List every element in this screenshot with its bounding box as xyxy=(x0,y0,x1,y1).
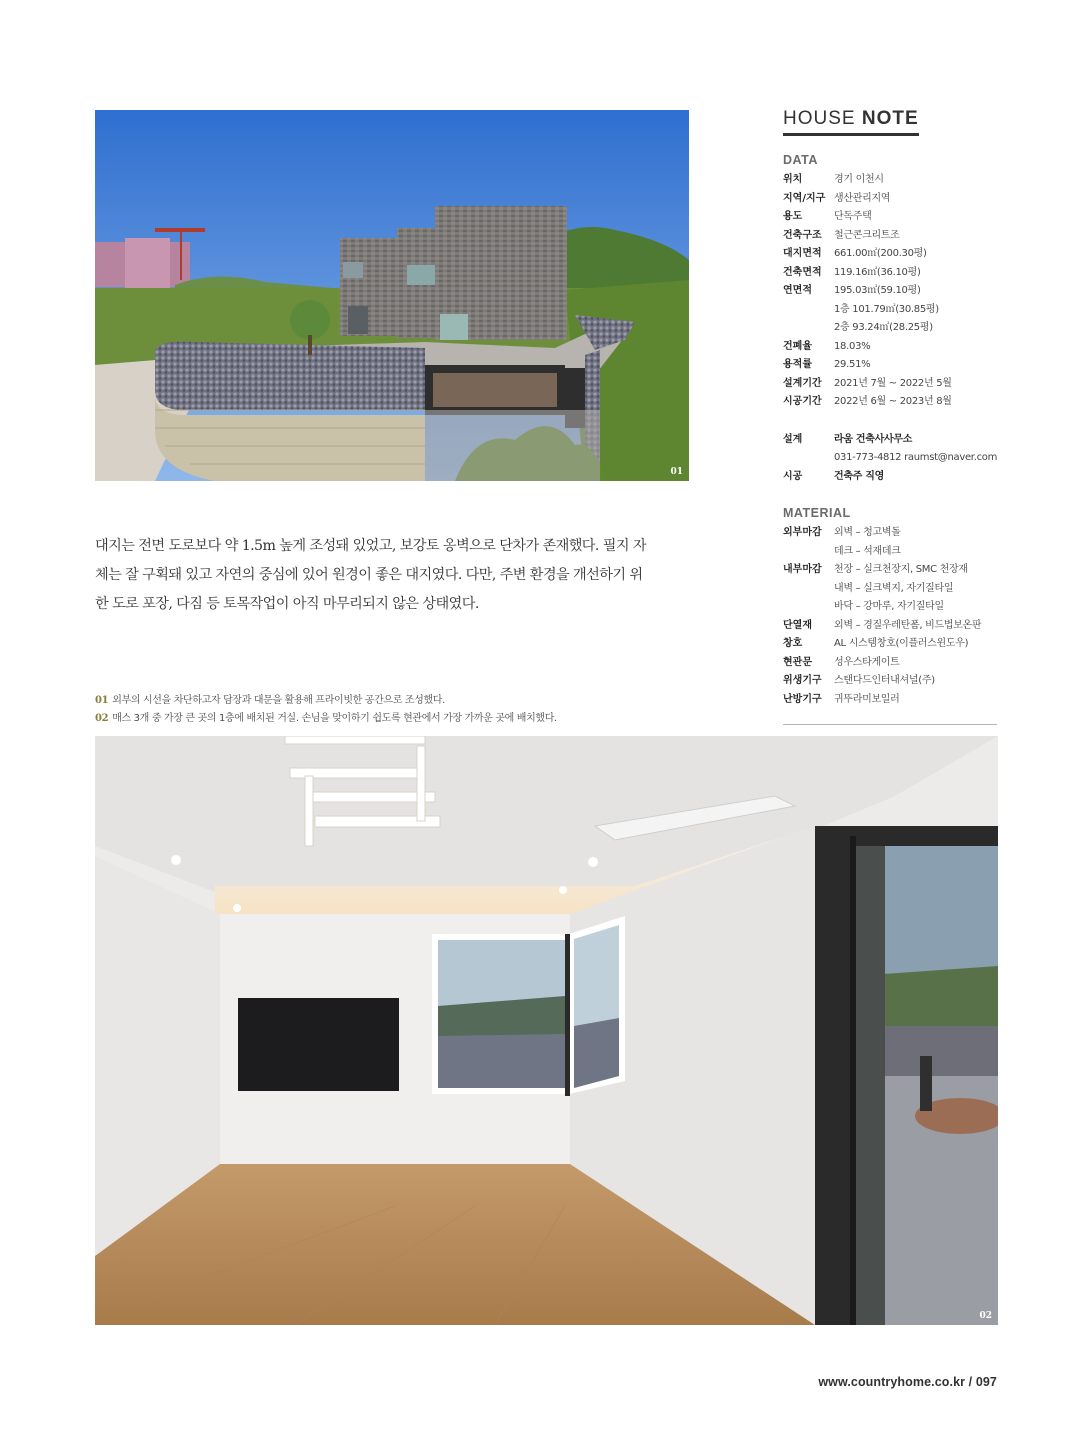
data-list xyxy=(783,171,997,412)
photo-01-exterior xyxy=(95,110,689,481)
note-label: 용적률 xyxy=(783,359,812,370)
note-row xyxy=(783,617,997,636)
note-row xyxy=(783,282,997,301)
note-value: 생산관리지역 xyxy=(834,192,891,204)
note-value: 2층 93.24㎡(28.25평) xyxy=(834,322,933,333)
note-value: 195.03㎡(59.10평) xyxy=(834,285,921,296)
note-value: 단독주택 xyxy=(834,211,872,222)
note-value: 2021년 7월 ~ 2022년 5월 xyxy=(834,377,952,389)
note-value: 661.00㎡(200.30평) xyxy=(834,248,927,259)
note-row xyxy=(783,245,997,264)
photo-captions xyxy=(95,692,557,728)
note-row xyxy=(783,672,997,691)
note-value: 라움 건축사사무소 xyxy=(834,433,913,445)
note-label: 지역/지구 xyxy=(783,192,826,204)
caption-01 xyxy=(95,692,557,710)
note-value: 내벽 – 실크벽지, 자기질타일 xyxy=(834,582,954,594)
caption-text: 매스 3개 중 가장 큰 곳의 1층에 배치된 거실. 손님을 맞이하기 쉽도록 현관에서 가장 가까운 곳에 배치했다. xyxy=(112,713,557,724)
note-row xyxy=(783,301,997,320)
note-row xyxy=(783,449,997,468)
note-label: 위치 xyxy=(783,174,803,185)
house-note xyxy=(783,108,997,709)
note-label xyxy=(783,319,834,338)
note-value: 18.03% xyxy=(834,340,871,352)
note-value: 외벽 – 경질우레탄폼, 비드법보온판 xyxy=(834,619,982,631)
note-row xyxy=(783,393,997,412)
exterior-illustration xyxy=(95,110,689,481)
note-label: 창호 xyxy=(783,638,803,649)
note-label xyxy=(783,580,834,599)
note-row xyxy=(783,468,997,487)
note-row xyxy=(783,524,997,543)
note-label xyxy=(783,598,834,617)
data-heading: DATA xyxy=(783,153,818,167)
note-value: 데크 – 석재데크 xyxy=(834,545,901,557)
note-row xyxy=(783,319,997,338)
caption-text: 외부의 시선을 차단하고자 담장과 대문을 활용해 프라이빗한 공간으로 조성했다. xyxy=(112,695,445,706)
note-label: 시공 xyxy=(783,470,803,482)
note-label: 설계기간 xyxy=(783,377,822,389)
note-row xyxy=(783,171,997,190)
note-row xyxy=(783,338,997,357)
note-label: 단열재 xyxy=(783,619,812,631)
photo-number-01: 01 xyxy=(670,467,683,477)
note-row xyxy=(783,227,997,246)
note-value: 바닥 – 강마루, 자기질타일 xyxy=(834,601,944,612)
note-row xyxy=(783,543,997,562)
note-label xyxy=(783,301,834,320)
page-footer: www.countryhome.co.kr / 097 xyxy=(818,1375,997,1389)
note-row xyxy=(783,654,997,673)
note-row xyxy=(783,635,997,654)
title-light: HOUSE xyxy=(783,108,856,129)
caption-number: 01 xyxy=(95,695,109,706)
note-row xyxy=(783,691,997,710)
note-value: 귀뚜라미보일러 xyxy=(834,693,900,705)
note-label: 설계 xyxy=(783,433,803,445)
note-row xyxy=(783,208,997,227)
material-heading: MATERIAL xyxy=(783,506,851,520)
note-row xyxy=(783,598,997,617)
note-value: 스탠다드인터내셔널(주) xyxy=(834,675,935,686)
note-value: 성우스타게이트 xyxy=(834,656,900,668)
note-row xyxy=(783,431,997,450)
note-label: 시공기간 xyxy=(783,396,822,407)
caption-02 xyxy=(95,710,557,728)
note-label: 난방기구 xyxy=(783,693,822,705)
note-row xyxy=(783,375,997,394)
note-label: 위생기구 xyxy=(783,675,822,686)
note-label: 건폐율 xyxy=(783,340,812,352)
caption-number: 02 xyxy=(95,713,109,724)
credits-list xyxy=(783,431,997,487)
note-value: 119.16㎡(36.10평) xyxy=(834,266,921,278)
note-value: 철근콘크리트조 xyxy=(834,229,900,241)
note-value: 천장 – 실크천장지, SMC 천장재 xyxy=(834,564,968,575)
note-divider xyxy=(783,724,997,725)
body-paragraph xyxy=(95,532,695,619)
house-note-title xyxy=(783,108,919,136)
note-label: 현관문 xyxy=(783,656,812,668)
photo-02-living-room xyxy=(95,736,998,1325)
note-label: 내부마감 xyxy=(783,564,822,575)
note-value: 건축주 직영 xyxy=(834,470,884,482)
note-row xyxy=(783,561,997,580)
note-row xyxy=(783,356,997,375)
paragraph-line: 대지는 전면 도로보다 약 1.5m 높게 조성돼 있었고, 보강토 옹벽으로 단차가 존재했다. 필지 자 xyxy=(95,538,646,554)
note-value: 2022년 6월 ~ 2023년 8월 xyxy=(834,396,952,407)
paragraph-line: 체는 잘 구획돼 있고 자연의 중심에 있어 원경이 좋은 대지였다. 다만, 주변 환경을 개선하기 위 xyxy=(95,567,643,583)
note-value: 외벽 – 청고벽돌 xyxy=(834,527,901,538)
note-label xyxy=(783,543,834,562)
paragraph-line: 한 도로 포장, 다짐 등 토목작업이 아직 마무리되지 않은 상태였다. xyxy=(95,596,479,612)
note-row xyxy=(783,580,997,599)
note-label: 건축구조 xyxy=(783,229,822,241)
note-value: 29.51% xyxy=(834,359,871,370)
title-bold: NOTE xyxy=(861,108,919,129)
note-row xyxy=(783,264,997,283)
note-label: 외부마감 xyxy=(783,527,822,538)
note-value: 031-773-4812 raumst@naver.com xyxy=(834,452,998,463)
note-value: 경기 이천시 xyxy=(834,174,884,185)
note-row xyxy=(783,190,997,209)
material-list xyxy=(783,524,997,709)
note-value: 1층 101.79㎡(30.85평) xyxy=(834,303,939,315)
living-room-illustration xyxy=(95,736,998,1325)
note-value: AL 시스템창호(이플러스윈도우) xyxy=(834,638,969,649)
note-label: 용도 xyxy=(783,211,803,222)
note-label: 대지면적 xyxy=(783,248,822,259)
note-label xyxy=(783,449,834,468)
photo-number-02: 02 xyxy=(979,1311,992,1321)
note-label: 건축면적 xyxy=(783,266,822,278)
note-label: 연면적 xyxy=(783,285,812,296)
